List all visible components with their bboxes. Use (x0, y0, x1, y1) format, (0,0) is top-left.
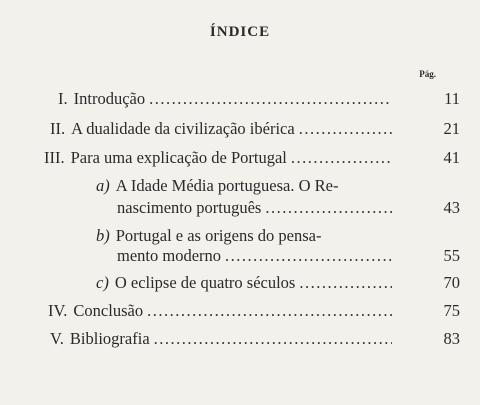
toc-letter: c) (96, 273, 109, 292)
toc-row (44, 147, 460, 169)
toc-text-continued: nascimento português (117, 198, 262, 217)
dot-leader (265, 197, 392, 219)
dot-leader (149, 88, 392, 110)
toc-page-number: 70 (443, 273, 460, 292)
toc-text-continued: mento moderno (117, 246, 222, 265)
toc-letter: a) (96, 176, 110, 195)
toc-page-number: 75 (443, 301, 460, 320)
toc-row (50, 118, 460, 140)
toc-page-number: 11 (444, 89, 460, 108)
toc-number: III. (44, 148, 65, 167)
dot-leader (299, 272, 392, 294)
toc-row (117, 245, 460, 267)
toc-label (48, 300, 143, 322)
toc-line (96, 175, 338, 197)
toc-text: Bibliografia (69, 329, 150, 348)
toc-number: II. (50, 119, 66, 138)
toc-row (96, 272, 460, 294)
dot-leader (225, 245, 392, 267)
toc-page-number: 41 (443, 148, 460, 167)
toc-text: Portugal e as origens do pensa- (115, 226, 322, 245)
toc-row (50, 328, 460, 350)
toc-number: V. (50, 329, 64, 348)
toc-number: IV. (48, 301, 68, 320)
toc-text: A dualidade da civilização ibérica (71, 119, 295, 138)
toc-letter: b) (96, 226, 110, 245)
dot-leader (299, 118, 392, 140)
page-column-header: Pág. (419, 69, 436, 79)
toc-label (50, 118, 295, 140)
toc-label (44, 147, 287, 169)
toc-page-number: 83 (443, 329, 460, 348)
dot-leader (147, 300, 392, 322)
toc-label (96, 272, 295, 294)
toc-line (96, 225, 322, 247)
toc-text: A Idade Média portuguesa. O Re- (115, 176, 339, 195)
toc-number: I. (58, 89, 68, 108)
toc-page-number: 55 (443, 246, 460, 265)
toc-row (117, 197, 460, 219)
toc-text: Para uma explicação de Portugal (70, 148, 287, 167)
toc-row (48, 300, 460, 322)
toc-page-number: 21 (443, 119, 460, 138)
toc-label (50, 328, 150, 350)
toc-text: Introdução (73, 89, 146, 108)
toc-label (58, 88, 145, 110)
toc-row (58, 88, 460, 110)
dot-leader (291, 147, 392, 169)
toc-page-number: 43 (443, 198, 460, 217)
toc-text: O eclipse de quatro séculos (114, 273, 296, 292)
page-title: ÍNDICE (209, 24, 271, 40)
toc-text: Conclusão (73, 301, 144, 320)
dot-leader (154, 328, 392, 350)
